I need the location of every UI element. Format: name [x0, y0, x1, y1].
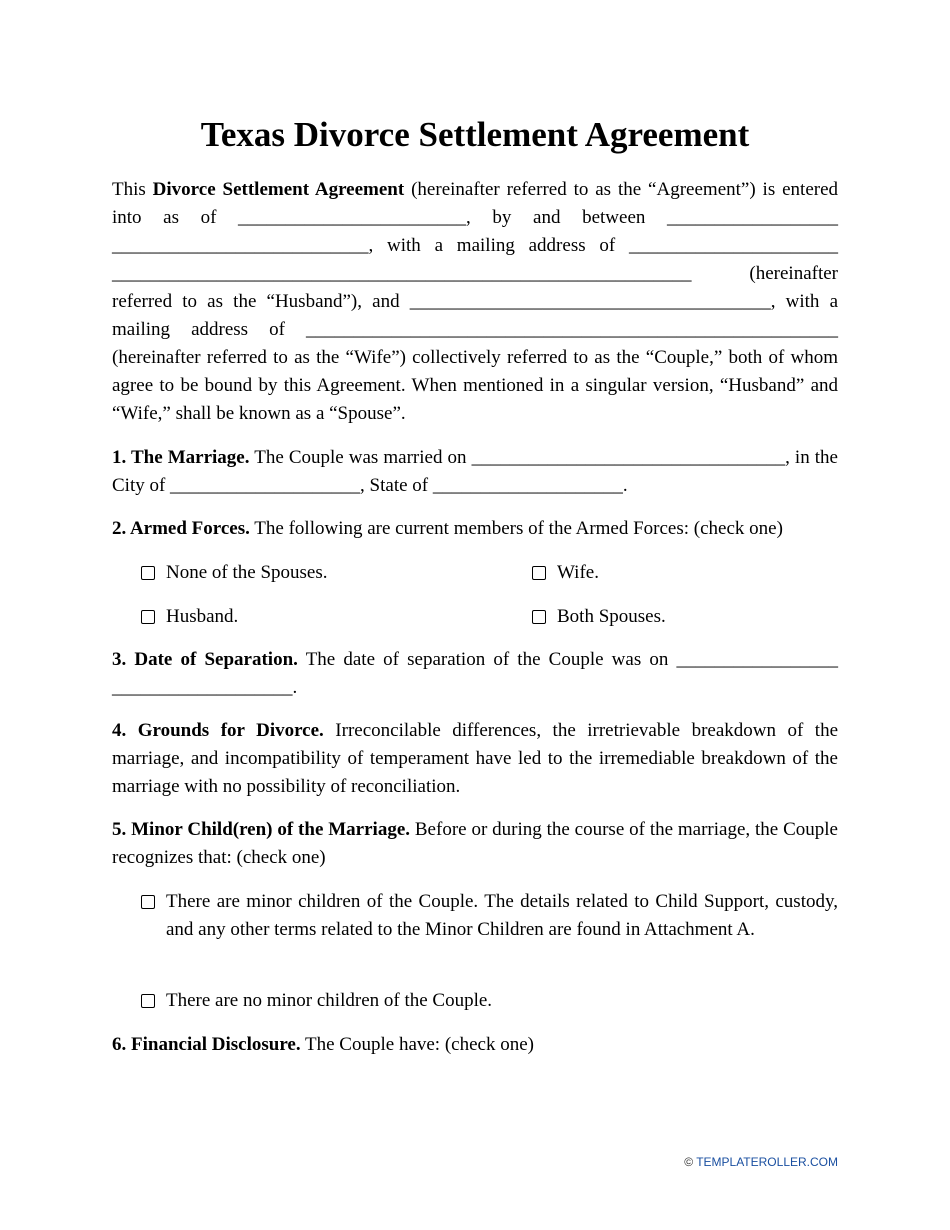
section-heading: 6. Financial Disclosure. — [112, 1034, 301, 1055]
checkbox-icon[interactable] — [141, 566, 155, 580]
armed-forces-options — [141, 559, 841, 647]
footer-link[interactable]: TEMPLATEROLLER.COM — [696, 1155, 838, 1169]
section-marriage — [112, 444, 838, 500]
checkbox-icon[interactable] — [141, 895, 155, 909]
option-row — [141, 603, 841, 647]
section-heading: 5. Minor Child(ren) of the Marriage. — [112, 819, 411, 840]
section-text: Before or during the course of the marriage, the Couple recognizes that: (check one) — [112, 819, 838, 868]
section-heading: 2. Armed Forces. — [112, 518, 250, 539]
option-wife[interactable] — [532, 559, 599, 603]
checkbox-icon[interactable] — [532, 566, 546, 580]
option-label: None of the Spouses. — [166, 562, 328, 583]
section-text: The Couple have: (check one) — [300, 1034, 534, 1055]
section-heading: 3. Date of Separation. — [112, 649, 298, 670]
option-none[interactable] — [141, 559, 532, 603]
copyright-symbol: © — [684, 1155, 694, 1169]
section-grounds — [112, 717, 838, 801]
section-text: The Couple was married on _________________________________, in the City of ____________________, State of ____________________. — [112, 447, 838, 496]
option-both[interactable] — [532, 603, 666, 647]
option-label: There are minor children of the Couple. The details related to Child Support, custody, and any other terms related to the Minor Children are found in Attachment A. — [166, 891, 838, 940]
checkbox-icon[interactable] — [141, 994, 155, 1008]
section-text: The following are current members of the Armed Forces: (check one) — [249, 518, 783, 539]
option-husband[interactable] — [141, 603, 532, 647]
option-minor-children[interactable] — [141, 888, 838, 944]
document-title: Texas Divorce Settlement Agreement — [200, 115, 750, 154]
checkbox-icon[interactable] — [532, 610, 546, 624]
section-separation — [112, 646, 838, 702]
intro-bold: Divorce Settlement Agreement — [152, 179, 405, 200]
section-financial-disclosure — [112, 1031, 838, 1059]
option-label: Both Spouses. — [557, 606, 666, 627]
intro-paragraph — [112, 176, 838, 428]
section-armed-forces — [112, 515, 838, 543]
section-heading: 4. Grounds for Divorce. — [112, 720, 324, 741]
section-text: The date of separation of the Couple was on _________________ ___________________. — [112, 649, 839, 698]
option-label: Wife. — [557, 562, 599, 583]
section-minor-children — [112, 816, 838, 872]
section-heading: 1. The Marriage. — [112, 447, 250, 468]
option-label: Husband. — [166, 606, 239, 627]
section-text: Irreconcilable differences, the irretrievable breakdown of the marriage, and incompatibility of temperament have led to the irremediable breakdown of the marriage with no possibility of reconciliation. — [112, 720, 838, 797]
checkbox-icon[interactable] — [141, 610, 155, 624]
option-no-minor-children[interactable] — [141, 987, 838, 1015]
footer-credit — [684, 1155, 838, 1169]
option-row — [141, 559, 841, 603]
intro-text: (hereinafter referred to as the “Agreement”) is entered into as of ________________________, by and between __________________ ___________________________, with a mailing address of ______________________ _____________________________________________________________ (hereinafter referred to as the “Husband”), and ______________________________________, with a mailing address of ________________________________________________________ (hereinafter referred to as the “Wife”) collectively referred to as the “Couple,” both of whom agree to be bound by this Agreement. When mentioned in a singular version, “Husband” and “Wife,” shall be known as a “Spouse”. — [112, 179, 839, 424]
intro-pre: This — [112, 179, 153, 200]
option-label: There are no minor children of the Couple. — [166, 990, 493, 1011]
